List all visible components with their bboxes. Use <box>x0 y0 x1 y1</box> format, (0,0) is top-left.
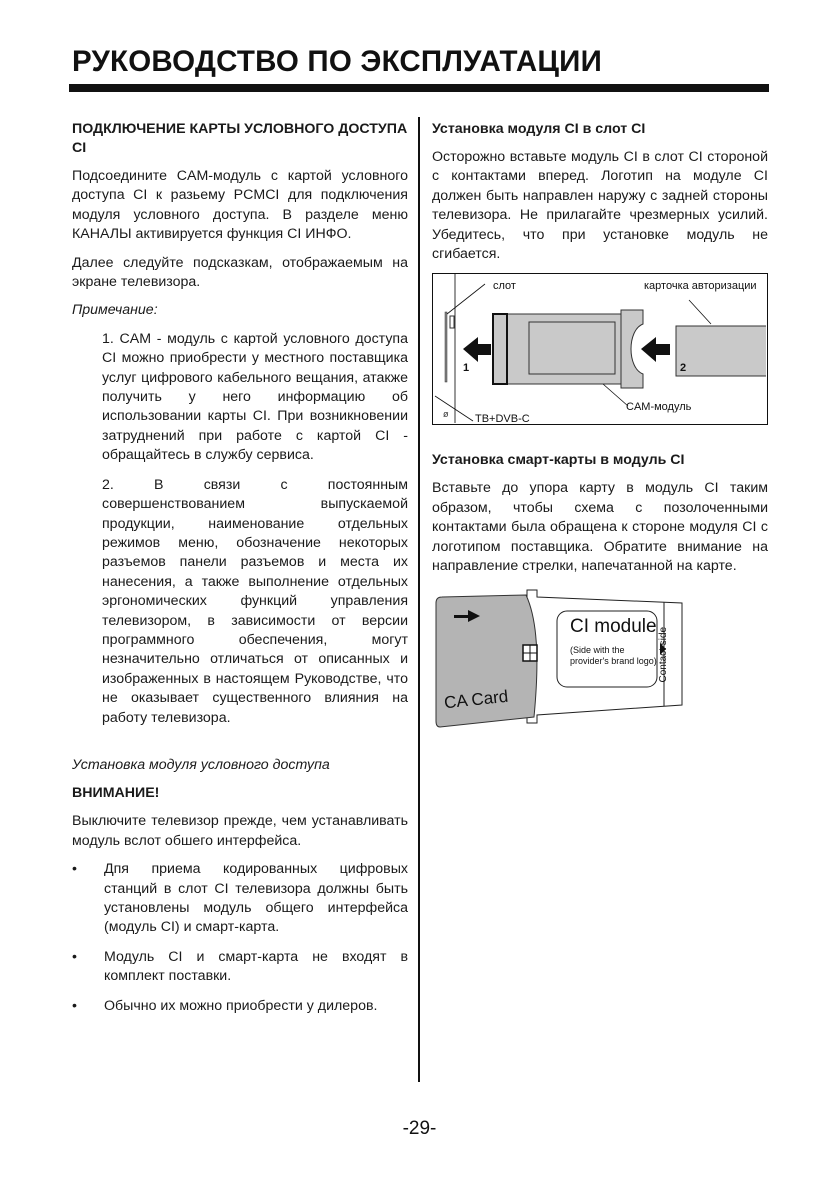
page-title: РУКОВОДСТВО ПО ЭКСПЛУАТАЦИИ <box>72 45 602 78</box>
page-number: -29- <box>402 1118 437 1139</box>
figure-ci-module-card <box>432 585 692 731</box>
intro-paragraph: Подсоедините CAM-модуль с картой условного доступа CI к разьему PCMCI для подключения модуля условного доступа. В разделе меню КАНАЛЫ активируется функция CI ИНФО. <box>72 168 408 243</box>
warning-paragraph: Выключите телевизор прежде, чем устанавливать модуль вслот обшего интерфейса. <box>72 813 408 849</box>
section-title-install-smartcard: Установка смарт-карты в модуль CI <box>432 452 685 469</box>
note-item-2: 2. В связи с постоянным совершенствованием выпускаемой продукции, наименование отдельных режимов меню, обозначение некоторых разъемов панели разъемов и места их нанесения, а также выполнение отдельных эргономических функций управления телевизором, в зависимости от версии программного обеспечения, могут незначительно отличаться от описанных и изображенных в настоящем Руководстве, что не оказывает существенного влияния на работу телевизора. <box>102 476 408 726</box>
install-smartcard-paragraph: Вставьте до упора карту в модуль CI таким образом, чтобы схема с позолоченными контактами была обращена к стороне модуля CI с логотипом поставщика. Обратите внимание на направление стрелки, напечатанной на карте. <box>432 480 768 575</box>
smart-card <box>676 326 766 376</box>
tv-leader <box>435 396 473 421</box>
section-title-install-module: Установка модуля CI в слот CI <box>432 121 646 137</box>
cam-module-label-area <box>529 322 615 374</box>
title-rule <box>69 84 769 92</box>
left-column <box>72 120 408 1026</box>
label-step-2: 2 <box>680 362 687 375</box>
bullet-icon: • <box>72 997 77 1014</box>
column-divider <box>418 117 420 1082</box>
bullet-icon: • <box>72 861 77 878</box>
install-module-paragraph: Осторожно вставьте модуль CI в слот CI стороной с контактами вперед. Логотип на модуле CI должен быть направлен наружу с задней стороны телевизора. Не прилагайте чрезмерных усилий. Убедитесь, что при установке модуль не сгибается. <box>432 149 768 263</box>
list-item <box>72 860 408 938</box>
label-provider-logo: provider's brand logo) <box>570 656 657 667</box>
figure-cam-insertion <box>432 273 768 425</box>
bullet-icon: • <box>72 948 77 965</box>
label-ca-card: CA Card <box>443 687 510 713</box>
label-auth-card: карточка авторизации <box>644 280 757 293</box>
label-side-with: (Side with the <box>570 645 625 656</box>
label-ci-module: CI module <box>570 616 657 638</box>
bullet-text: Обычно их можно приобрести у дилеров. <box>104 997 378 1014</box>
label-contact-side: Contact side <box>658 627 670 683</box>
note-item-1: 1. CAM - модуль с картой условного доступа CI можно приобрести у местного поставщика услуг цифрового кабельного вещания, атакже получить у него информацию об использовании карты CI. При возникновении затруднений при работе с картой CI - обращайтесь в службу сервиса. <box>102 330 408 464</box>
arrow-left-icon <box>641 337 670 362</box>
label-tv-dvbc: TB+DVB-C <box>475 413 530 426</box>
bullet-text: Дпя приема кодированных цифровых станций в слот CI телевизора должны быть установлены модуль общего интерфейса (модуль CI) и смарт-карта. <box>104 861 408 936</box>
slot-leader <box>447 284 485 314</box>
slot-opening <box>445 312 447 382</box>
cam-module-card-holder <box>621 310 643 388</box>
label-step-1: 1 <box>463 362 470 375</box>
label-cam-module: CAM-модуль <box>626 401 692 414</box>
list-item <box>72 997 408 1016</box>
slot-latch <box>450 316 454 328</box>
note-label: Примечание: <box>72 302 158 319</box>
label-slot: слот <box>493 280 516 293</box>
section-title-ci-card: ПОДКЛЮЧЕНИЕ КАРТЫ УСЛОВНОГО ДОСТУПА CI <box>72 121 408 156</box>
bullet-text: Модуль CI и смарт-карта не входят в комплект поставки. <box>104 948 408 985</box>
cam-module-connector <box>493 314 507 384</box>
auth-card-leader <box>689 300 711 324</box>
list-item <box>72 948 408 987</box>
follow-paragraph: Далее следуйте подсказкам, отображаемым на экране телевизора. <box>72 254 408 291</box>
right-column <box>432 120 768 731</box>
tv-symbol-icon: ø <box>443 409 449 420</box>
install-subtitle: Установка модуля условного доступа <box>72 756 330 773</box>
warning-title: ВНИМАНИЕ! <box>72 785 160 802</box>
